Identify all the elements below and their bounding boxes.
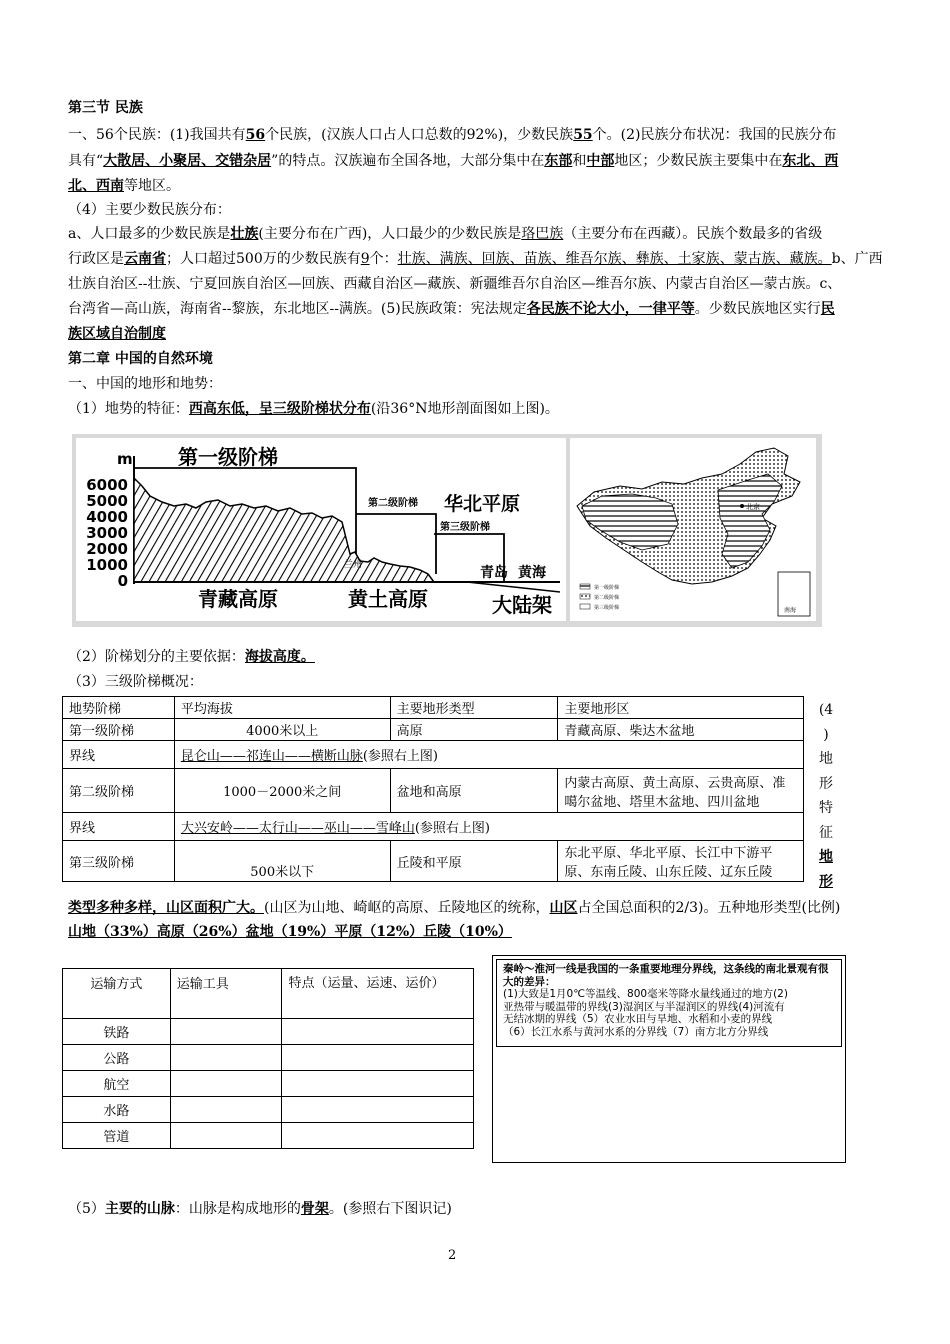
paragraph-line: 族区域自治制度 xyxy=(68,326,166,342)
sea-label: 黄海 xyxy=(518,565,546,581)
y-tick: 3000 xyxy=(86,524,128,542)
y-tick: 5000 xyxy=(86,492,128,510)
paragraph-line: 壮族自治区--壮族、宁夏回族自治区—回族、西藏自治区—藏族、新疆维吾尔自治区—维吾尔族、内蒙古自治区—蒙古族。c、 xyxy=(68,276,842,292)
map-legend-item: 第三级阶梯 xyxy=(594,605,620,611)
table-row: 第一级阶梯 4000米以上 高原 青藏高原、柴达木盆地 xyxy=(63,719,804,741)
terrain-profile-figure xyxy=(72,434,822,627)
table-row: 界线 大兴安岭——太行山——巫山——雪峰山(参照右上图) xyxy=(63,813,804,841)
paragraph-line: （5）主要的山脉：山脉是构成地形的骨架。(参照右下图识记) xyxy=(68,1201,452,1217)
steps-table xyxy=(62,696,804,882)
region-label: 青藏高原 xyxy=(198,587,278,611)
table-row: 地势阶梯 平均海拔 主要地形类型 主要地形区 xyxy=(63,697,804,719)
qinling-note-inner xyxy=(496,959,842,1047)
y-tick: 0 xyxy=(117,572,128,590)
y-tick: 6000 xyxy=(86,476,128,494)
table-row: 第三级阶梯 500米以下 丘陵和平原 东北平原、华北平原、长江中下游平原、东南丘陵、山东丘陵、辽东丘陵 xyxy=(63,841,804,882)
note-line: （6）长江水系与黄河水系的分界线（7）南方北方分界线 xyxy=(503,1025,769,1038)
paragraph-line: （3）三级阶梯概况： xyxy=(68,674,203,690)
note-line: 亚热带与暖温带的界线(3)湿润区与半湿润区的界线(4)河流有 xyxy=(503,1000,785,1013)
step3-label: 第三级阶梯 xyxy=(440,522,490,533)
side-vertical-text: (4 ) 地 形 特 征 地 形 xyxy=(818,702,834,890)
note-title: 秦岭～淮河一线是我国的一条重要地理分界线，这条线的南北景观有很大的差异： xyxy=(503,963,829,988)
y-tick: 4000 xyxy=(86,508,128,526)
table-row: 公路 xyxy=(63,1045,474,1071)
step2-label: 第二级阶梯 xyxy=(368,498,418,509)
axis-unit: m xyxy=(117,450,133,468)
paragraph-line: a、人口最多的少数民族是壮族(主要分布在广西)，人口最少的少数民族是珞巴族（主要分布在西藏）。民族个数最多的省级 xyxy=(68,226,823,242)
qinling-note-box xyxy=(492,955,846,1163)
y-tick: 2000 xyxy=(86,540,128,558)
page-number: 2 xyxy=(448,1248,457,1263)
map-inset-label: 南海 xyxy=(784,607,797,614)
table-row: 铁路 xyxy=(63,1019,474,1045)
region-label: 黄土高原 xyxy=(348,587,428,611)
note-line: (1)大致是1月0℃等温线、800毫米等降水量线通过的地方(2) xyxy=(503,988,788,1000)
paragraph-line: 行政区是云南省；人口超过500万的少数民族有9个：壮族、满族、回族、苗族、维吾尔族、彝族、土家族、蒙古族、藏族。b、广西 xyxy=(68,251,883,267)
y-tick: 1000 xyxy=(86,556,128,574)
terrain-profile-chart xyxy=(72,434,822,627)
map-city-label: 北京 xyxy=(746,503,760,511)
transport-table xyxy=(62,968,474,1149)
paragraph-line: （2）阶梯划分的主要依据：海拔高度。 xyxy=(68,649,315,665)
paragraph-line: 北、西南等地区。 xyxy=(68,178,180,194)
map-legend-item: 第一级阶梯 xyxy=(594,585,620,591)
section-title: 第三节 民族 xyxy=(68,100,143,116)
paragraph-line: 具有“大散居、小聚居、交错杂居”的特点。汉族遍布全国各地，大部分集中在东部和中部地区；少数民族主要集中在东北、西 xyxy=(68,153,839,169)
paragraph-line: 类型多种多样，山区面积广大。(山区为山地、崎岖的高原、丘陵地区的统称，山区占全国总面积的2/3)。五种地形类型(比例) xyxy=(68,900,841,916)
table-row: 界线 昆仑山——祁连山——横断山脉(参照右上图) xyxy=(63,741,804,769)
plain-label: 华北平原 xyxy=(444,493,521,515)
paragraph-line: （1）地势的特征：西高东低，呈三级阶梯状分布(沿36°N地形剖面图如上图)。 xyxy=(68,401,559,417)
map-legend-item: 第二级阶梯 xyxy=(594,595,620,601)
city-label: 青岛 xyxy=(480,565,508,581)
paragraph-line: 台湾省—高山族，海南省--黎族，东北地区--满族。(5)民族政策：宪法规定各民族不论大小，一律平等。少数民族地区实行民 xyxy=(68,301,835,317)
step1-label: 第一级阶梯 xyxy=(178,445,278,469)
paragraph-line: 一、56个民族：(1)我国共有56个民族，(汉族人口占人口总数的92%)，少数民族55个。(2)民族分布状况：我国的民族分布 xyxy=(68,127,837,143)
table-row: 第二级阶梯 1000－2000米之间 盆地和高原 内蒙古高原、黄土高原、云贵高原、准噶尔盆地、塔里木盆地、四川盆地 xyxy=(63,769,804,813)
chapter-title: 第二章 中国的自然环境 xyxy=(68,351,213,367)
table-row: 管道 xyxy=(63,1123,474,1149)
table-row: 航空 xyxy=(63,1071,474,1097)
table-row: 水路 xyxy=(63,1097,474,1123)
region-label: 大陆架 xyxy=(492,593,552,617)
table-row: 运输方式 运输工具 特点（运量、运速、运价） xyxy=(63,969,474,1019)
note-line: 无结冰期的界线（5）农业水田与旱地、水稻和小麦的界线 xyxy=(503,1013,773,1025)
subheading: 一、中国的地形和地势： xyxy=(68,376,222,392)
paragraph-line: （4）主要少数民族分布： xyxy=(68,202,231,218)
paragraph-line: 山地（33%）高原（26%）盆地（19%）平原（12%）丘陵（10%） xyxy=(68,924,512,940)
city-label: 兰州 xyxy=(344,560,363,570)
